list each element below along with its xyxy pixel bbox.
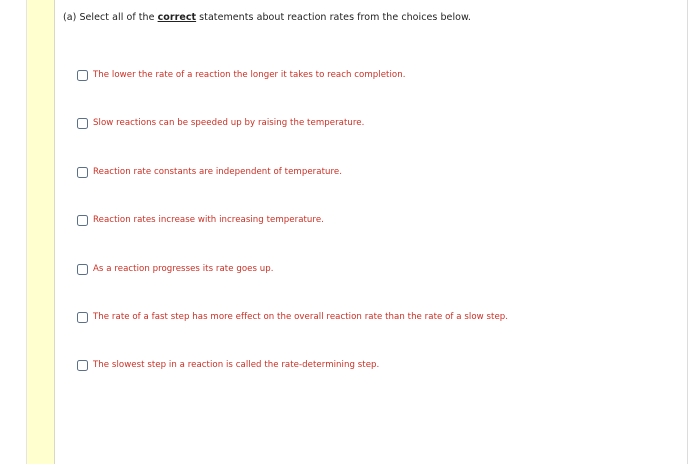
- left-gutter: [0, 0, 27, 464]
- checkbox-1[interactable]: [77, 70, 88, 81]
- checkbox-6[interactable]: [77, 312, 88, 323]
- question-emphasis: correct: [157, 12, 197, 23]
- checkbox-5[interactable]: [77, 264, 88, 275]
- choice-5[interactable]: [77, 262, 274, 276]
- choice-4[interactable]: [77, 213, 324, 227]
- choice-7[interactable]: [77, 358, 379, 372]
- question-side-strip: [27, 0, 55, 464]
- choice-2-label: Slow reactions can be speeded up by raising the temperature.: [93, 118, 365, 128]
- choice-2[interactable]: [77, 116, 364, 130]
- question-suffix: statements about reaction rates from the choices below.: [196, 12, 472, 23]
- checkbox-2[interactable]: [77, 118, 88, 129]
- checkbox-7[interactable]: [77, 360, 88, 371]
- right-border: [687, 0, 688, 464]
- choice-1-label: The lower the rate of a reaction the longer it takes to reach completion.: [93, 70, 406, 80]
- question-prompt: [63, 12, 471, 23]
- checkbox-3[interactable]: [77, 167, 88, 178]
- checkbox-4[interactable]: [77, 215, 88, 226]
- choice-6[interactable]: [77, 310, 508, 324]
- choice-6-label: The rate of a fast step has more effect on the overall reaction rate than the rate of a slow step.: [93, 312, 509, 322]
- choice-7-label: The slowest step in a reaction is called the rate-determining step.: [93, 360, 380, 370]
- choice-5-label: As a reaction progresses its rate goes up.: [93, 264, 274, 274]
- choice-1[interactable]: [77, 68, 406, 82]
- choice-4-label: Reaction rates increase with increasing temperature.: [93, 215, 324, 225]
- choice-3-label: Reaction rate constants are independent of temperature.: [93, 167, 343, 177]
- question-prefix: (a) Select all of the: [63, 12, 158, 23]
- choice-3[interactable]: [77, 165, 342, 179]
